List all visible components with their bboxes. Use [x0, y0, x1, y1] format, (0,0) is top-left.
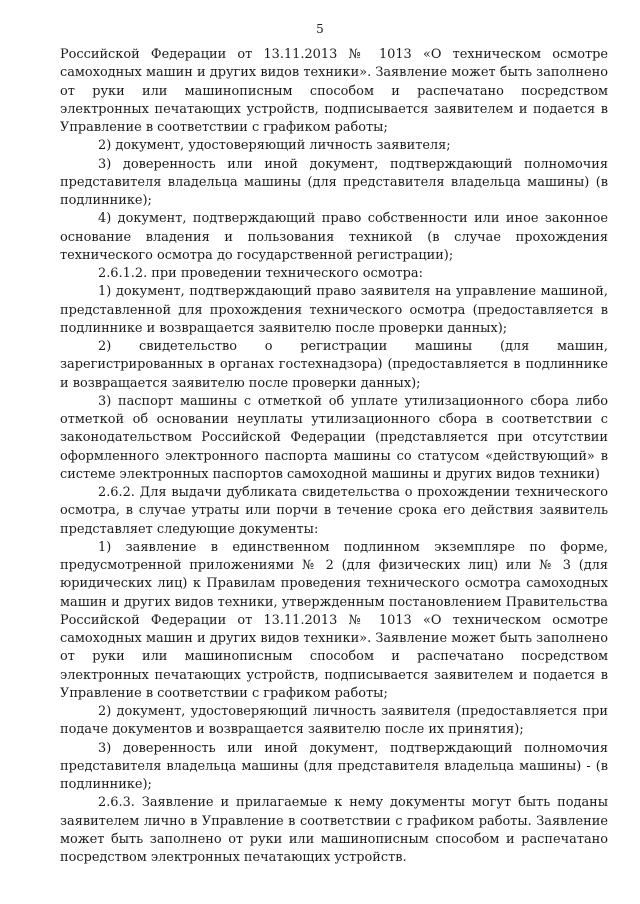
- paragraph: 3) паспорт машины с отметкой об уплате утилизационного сбора либо отметкой об основании неуплаты утилизационного сбора в соответствии с законодательством Российской Федерации (представляется при отсутствии оформленного электронного паспорта машины со статусом «действующий» в системе электронных паспортов самоходной машины и других видов техники): [60, 393, 608, 482]
- paragraph: 2.6.2. Для выдачи дубликата свидетельства о прохождении технического осмотра, в случае утраты или порчи в течение срока его действия заявитель представляет следующие документы:: [60, 485, 608, 537]
- paragraph: Российской Федерации от 13.11.2013 № 1013 «О техническом осмотре самоходных машин и других видов техники». Заявление может быть заполнено от руки или машинописным способом и распечатано посредством электронных печатающих устройств, подписывается заявителем и подается в Управление в соответствии с графиком работы;: [60, 47, 608, 135]
- paragraph: 1) документ, подтверждающий право заявителя на управление машиной, представленной для прохождения технического осмотра (предоставляется в подлиннике и возвращается заявителю после проверки данных);: [60, 284, 608, 336]
- paragraph: 2) документ, удостоверяющий личность заявителя;: [98, 138, 451, 154]
- paragraph: 3) доверенность или иной документ, подтверждающий полномочия представителя владельца машины (для представителя владельца машины) (в подлиннике);: [60, 156, 608, 208]
- document-body: [60, 46, 608, 867]
- paragraph: 2.6.1.2. при проведении технического осмотра:: [98, 266, 423, 281]
- paragraph: 3) доверенность или иной документ, подтверждающий полномочия представителя владельца машины (для представителя владельца машины) - (в подлиннике);: [60, 740, 608, 792]
- paragraph: 2) документ, удостоверяющий личность заявителя (предоставляется при подаче документов и возвращается заявителю после их принятия);: [60, 704, 608, 738]
- page-number: 5: [316, 22, 324, 36]
- paragraph: 4) документ, подтверждающий право собственности или иное законное основание владения и пользования техникой (в случае прохождения технического осмотра до государственной регистрации);: [60, 211, 608, 263]
- paragraph: 2) свидетельство о регистрации машины (для машин, зарегистрированных в органах гостехнадзора) (предоставляется в подлиннике и возвращается заявителю после проверки данных);: [60, 339, 608, 391]
- paragraph: 2.6.3. Заявление и прилагаемые к нему документы могут быть поданы заявителем лично в Управление в соответствии с графиком работы. Заявление может быть заполнено от руки или машинописным способом и распечатано посредством электронных печатающих устройств.: [60, 795, 608, 865]
- paragraph: 1) заявление в единственном подлинном экземпляре по форме, предусмотренной приложениями № 2 (для физических лиц) или № 3 (для юридических лиц) к Правилам проведения технического осмотра самоходных машин и других видов техники, утвержденным постановлением Правительства Российской Федерации от 13.11.2013 № 1013 «О техническом осмотре самоходных машин и других видов техники». Заявление может быть заполнено от руки или машинописным способом и распечатано посредством электронных печатающих устройств, подписывается заявителем и подается в Управление в соответствии с графиком работы;: [60, 539, 608, 701]
